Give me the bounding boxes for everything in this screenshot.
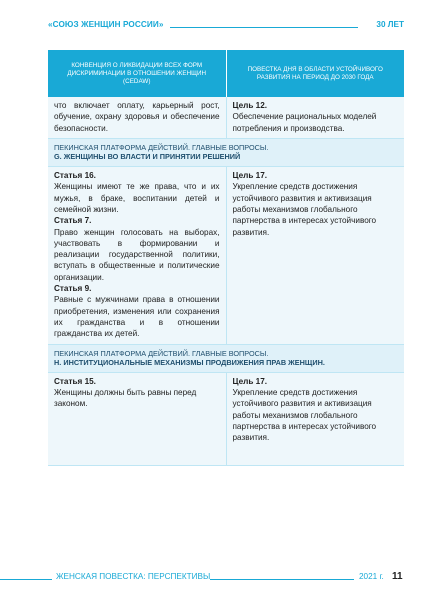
goal-12-title: Цель 12. [232, 101, 268, 110]
article-16-title: Статья 16. [54, 171, 96, 181]
table-cell-left [48, 97, 227, 138]
table-row [48, 373, 404, 466]
footer-rule-middle [210, 579, 354, 580]
article-15-text: Женщины должны быть равны перед законом. [54, 388, 197, 409]
article-16-text: Женщины имеют те же права, что и их мужья, в браке, воспитании детей и семейной жизни. [54, 182, 220, 214]
article-9-text: Равные с мужчинами права в отношении приобретения, изменения или сохранения их гражданства и в отношении гражданства их детей. [54, 295, 220, 339]
comparison-table [48, 50, 404, 466]
section-g-subtitle: G. ЖЕНЩИНЫ ВО ВЛАСТИ И ПРИНЯТИИ РЕШЕНИЙ [54, 152, 241, 162]
footer-rule-left [0, 579, 52, 580]
article-9-title: Статья 9. [54, 284, 92, 294]
section-heading-g [48, 139, 404, 167]
article-7-title: Статья 7. [54, 216, 92, 226]
header-rule [170, 27, 358, 28]
section-g-title: ПЕКИНСКАЯ ПЛАТФОРМА ДЕЙСТВИЙ. ГЛАВНЫЕ ВОПРОСЫ. [54, 142, 269, 152]
table-cell-right [227, 167, 405, 343]
table-header-cedaw: КОНВЕНЦИЯ О ЛИКВИДАЦИИ ВСЕХ ФОРМ ДИСКРИМИНАЦИИ В ОТНОШЕНИИ ЖЕНЩИН (CEDAW) [48, 50, 227, 97]
goal-17-title: Цель 17. [232, 376, 268, 386]
article-15-title: Статья 15. [54, 376, 96, 386]
table-row [48, 167, 404, 344]
table-cell-right [227, 373, 405, 465]
goal-17-text: Укрепление средств достижения устойчивого развития и активизация работы механизмов глобального партнерства в интересах устойчивого развития. [232, 182, 377, 237]
header-years: 30 ЛЕТ [376, 20, 404, 29]
footer-year: 2021 г. [359, 572, 384, 581]
page-number: 11 [392, 571, 403, 582]
table-cell-left [48, 167, 227, 343]
section-h-title: ПЕКИНСКАЯ ПЛАТФОРМА ДЕЙСТВИЙ. ГЛАВНЫЕ ВОПРОСЫ. [54, 348, 269, 358]
table-cell-right [227, 97, 405, 138]
table-cell-left [48, 373, 227, 465]
section-h-subtitle: H. ИНСТИТУЦИОНАЛЬНЫЕ МЕХАНИЗМЫ ПРОДВИЖЕНИЯ ПРАВ ЖЕНЩИН. [54, 358, 325, 368]
goal-12-text: Обеспечение рациональных моделей потребления и производства. [232, 112, 377, 133]
section-heading-h [48, 345, 404, 373]
footer-title: ЖЕНСКАЯ ПОВЕСТКА: ПЕРСПЕКТИВЫ [56, 572, 211, 581]
table-row [48, 97, 404, 139]
goal-17-text: Укрепление средств достижения устойчивого развития и активизация работы механизмов глобального партнерства в интересах устойчивого развития. [232, 388, 377, 443]
running-footer [48, 572, 404, 586]
cell-text: что включает оплату, карьерный рост, обучение, охрану здоровья и обеспечение безопасности. [54, 101, 220, 133]
article-7-text: Право женщин голосовать на выборах, участвовать в формировании и реализации государственной политики, вступать в общественные и политические организации. [54, 227, 220, 282]
table-header [48, 50, 404, 97]
table-header-agenda-2030: ПОВЕСТКА ДНЯ В ОБЛАСТИ УСТОЙЧИВОГО РАЗВИТИЯ НА ПЕРИОД ДО 2030 ГОДА [247, 65, 383, 81]
running-header [48, 20, 404, 34]
header-org-title: «СОЮЗ ЖЕНЩИН РОССИИ» [48, 20, 164, 29]
goal-17-title: Цель 17. [232, 171, 268, 181]
